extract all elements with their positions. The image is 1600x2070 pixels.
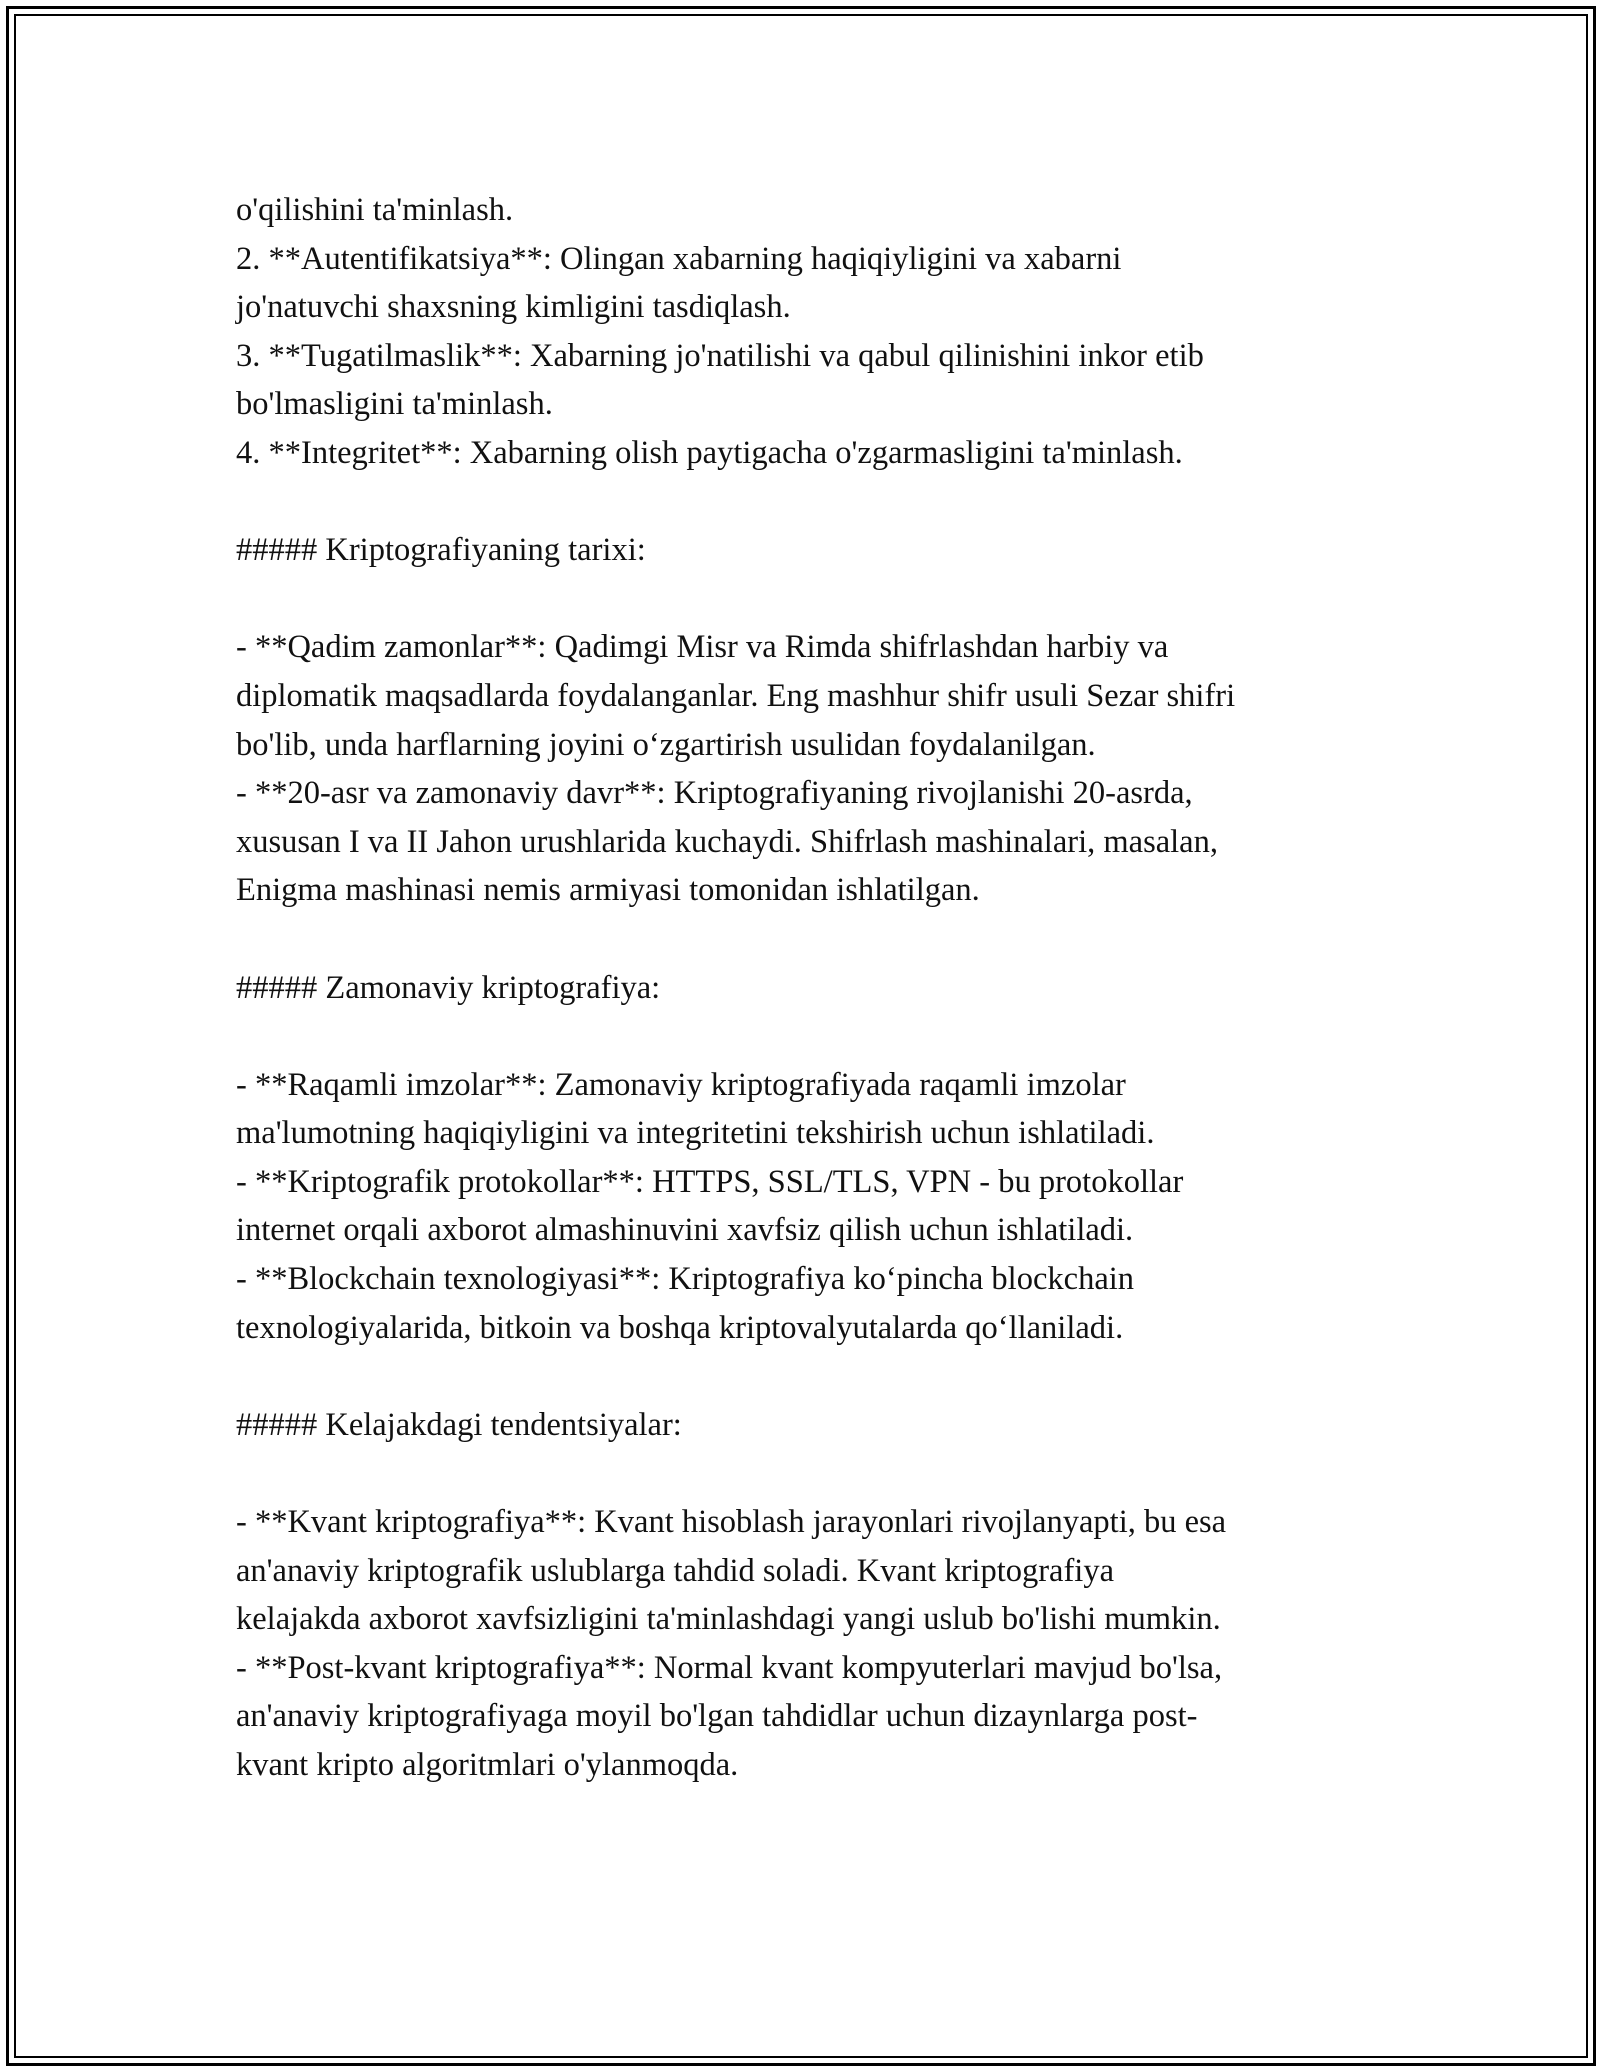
text-line: bo'lib, unda harflarning joyini o‘zgartirish usulidan foydalanilgan.: [236, 726, 1096, 763]
spacer: [236, 915, 1386, 964]
text-line: xususan I va II Jahon urushlarida kuchaydi. Shifrlash mashinalari, masalan,: [236, 823, 1218, 860]
bullet-blockchain: - **Blockchain texnologiyasi**: Kriptografiya ko‘pincha blockchain: [236, 1261, 1135, 1298]
section-heading: ##### Kriptografiyaning tarixi:: [236, 532, 646, 569]
intro-section: [236, 186, 1386, 478]
text-line: jo'natuvchi shaxsning kimligini tasdiqlash.: [236, 289, 791, 326]
bullet-quantum-crypto: - **Kvant kriptografiya**: Kvant hisoblash jarayonlari rivojlanyapti, bu esa: [236, 1504, 1227, 1541]
list-item-authentication: 2. **Autentifikatsiya**: Olingan xabarning haqiqiyligini va xabarni: [236, 240, 1122, 277]
bullet-ancient-times: - **Qadim zamonlar**: Qadimgi Misr va Rimda shifrlashdan harbiy va: [236, 629, 1169, 666]
list-item-non-repudiation: 3. **Tugatilmaslik**: Xabarning jo'natilishi va qabul qilinishini inkor etib: [236, 337, 1204, 374]
bullet-crypto-protocols: - **Kriptografik protokollar**: HTTPS, SSL/TLS, VPN - bu protokollar: [236, 1163, 1184, 1200]
section-heading: ##### Kelajakdagi tendentsiyalar:: [236, 1406, 682, 1443]
spacer: [236, 1352, 1386, 1401]
bullet-digital-signatures: - **Raqamli imzolar**: Zamonaviy kriptografiyada raqamli imzolar: [236, 1066, 1126, 1103]
text-line: Enigma mashinasi nemis armiyasi tomonidan ishlatilgan.: [236, 872, 980, 909]
text-line: texnologiyalarida, bitkoin va boshqa kriptovalyutalarda qo‘llaniladi.: [236, 1309, 1124, 1346]
text-line: kelajakda axborot xavfsizligini ta'minlashdagi yangi uslub bo'lishi mumkin.: [236, 1601, 1221, 1638]
bullet-post-quantum: - **Post-kvant kriptografiya**: Normal kvant kompyuterlari mavjud bo'lsa,: [236, 1649, 1223, 1686]
text-line: ma'lumotning haqiqiyligini va integritetini tekshirish uchun ishlatiladi.: [236, 1115, 1155, 1152]
section-heading: ##### Zamonaviy kriptografiya:: [236, 969, 661, 1006]
modern-section: [236, 964, 1386, 1353]
text-line: o'qilishini ta'minlash.: [236, 192, 514, 228]
future-section: [236, 1401, 1386, 1790]
spacer: [236, 575, 1386, 624]
text-line: kvant kripto algoritmlari o'ylanmoqda.: [236, 1747, 739, 1783]
list-item-integrity: 4. **Integritet**: Xabarning olish paytigacha o'zgarmasligini ta'minlash.: [236, 434, 1183, 471]
spacer: [236, 478, 1386, 527]
text-line: an'anaviy kriptografik uslublarga tahdid soladi. Kvant kriptografiya: [236, 1552, 1115, 1589]
text-line: diplomatik maqsadlarda foydalanganlar. Eng mashhur shifr usuli Sezar shifri: [236, 677, 1236, 714]
text-line: an'anaviy kriptografiyaga moyil bo'lgan tahdidlar uchun dizaynlarga post-: [236, 1698, 1198, 1735]
text-line: internet orqali axborot almashinuvini xavfsiz qilish uchun ishlatiladi.: [236, 1212, 1134, 1249]
spacer: [236, 1012, 1386, 1061]
spacer: [236, 1449, 1386, 1498]
history-section: [236, 526, 1386, 915]
bullet-20th-century: - **20-asr va zamonaviy davr**: Kriptografiyaning rivojlanishi 20-asrda,: [236, 775, 1193, 812]
document-body: [236, 186, 1386, 1790]
text-line: bo'lmasligini ta'minlash.: [236, 386, 553, 423]
